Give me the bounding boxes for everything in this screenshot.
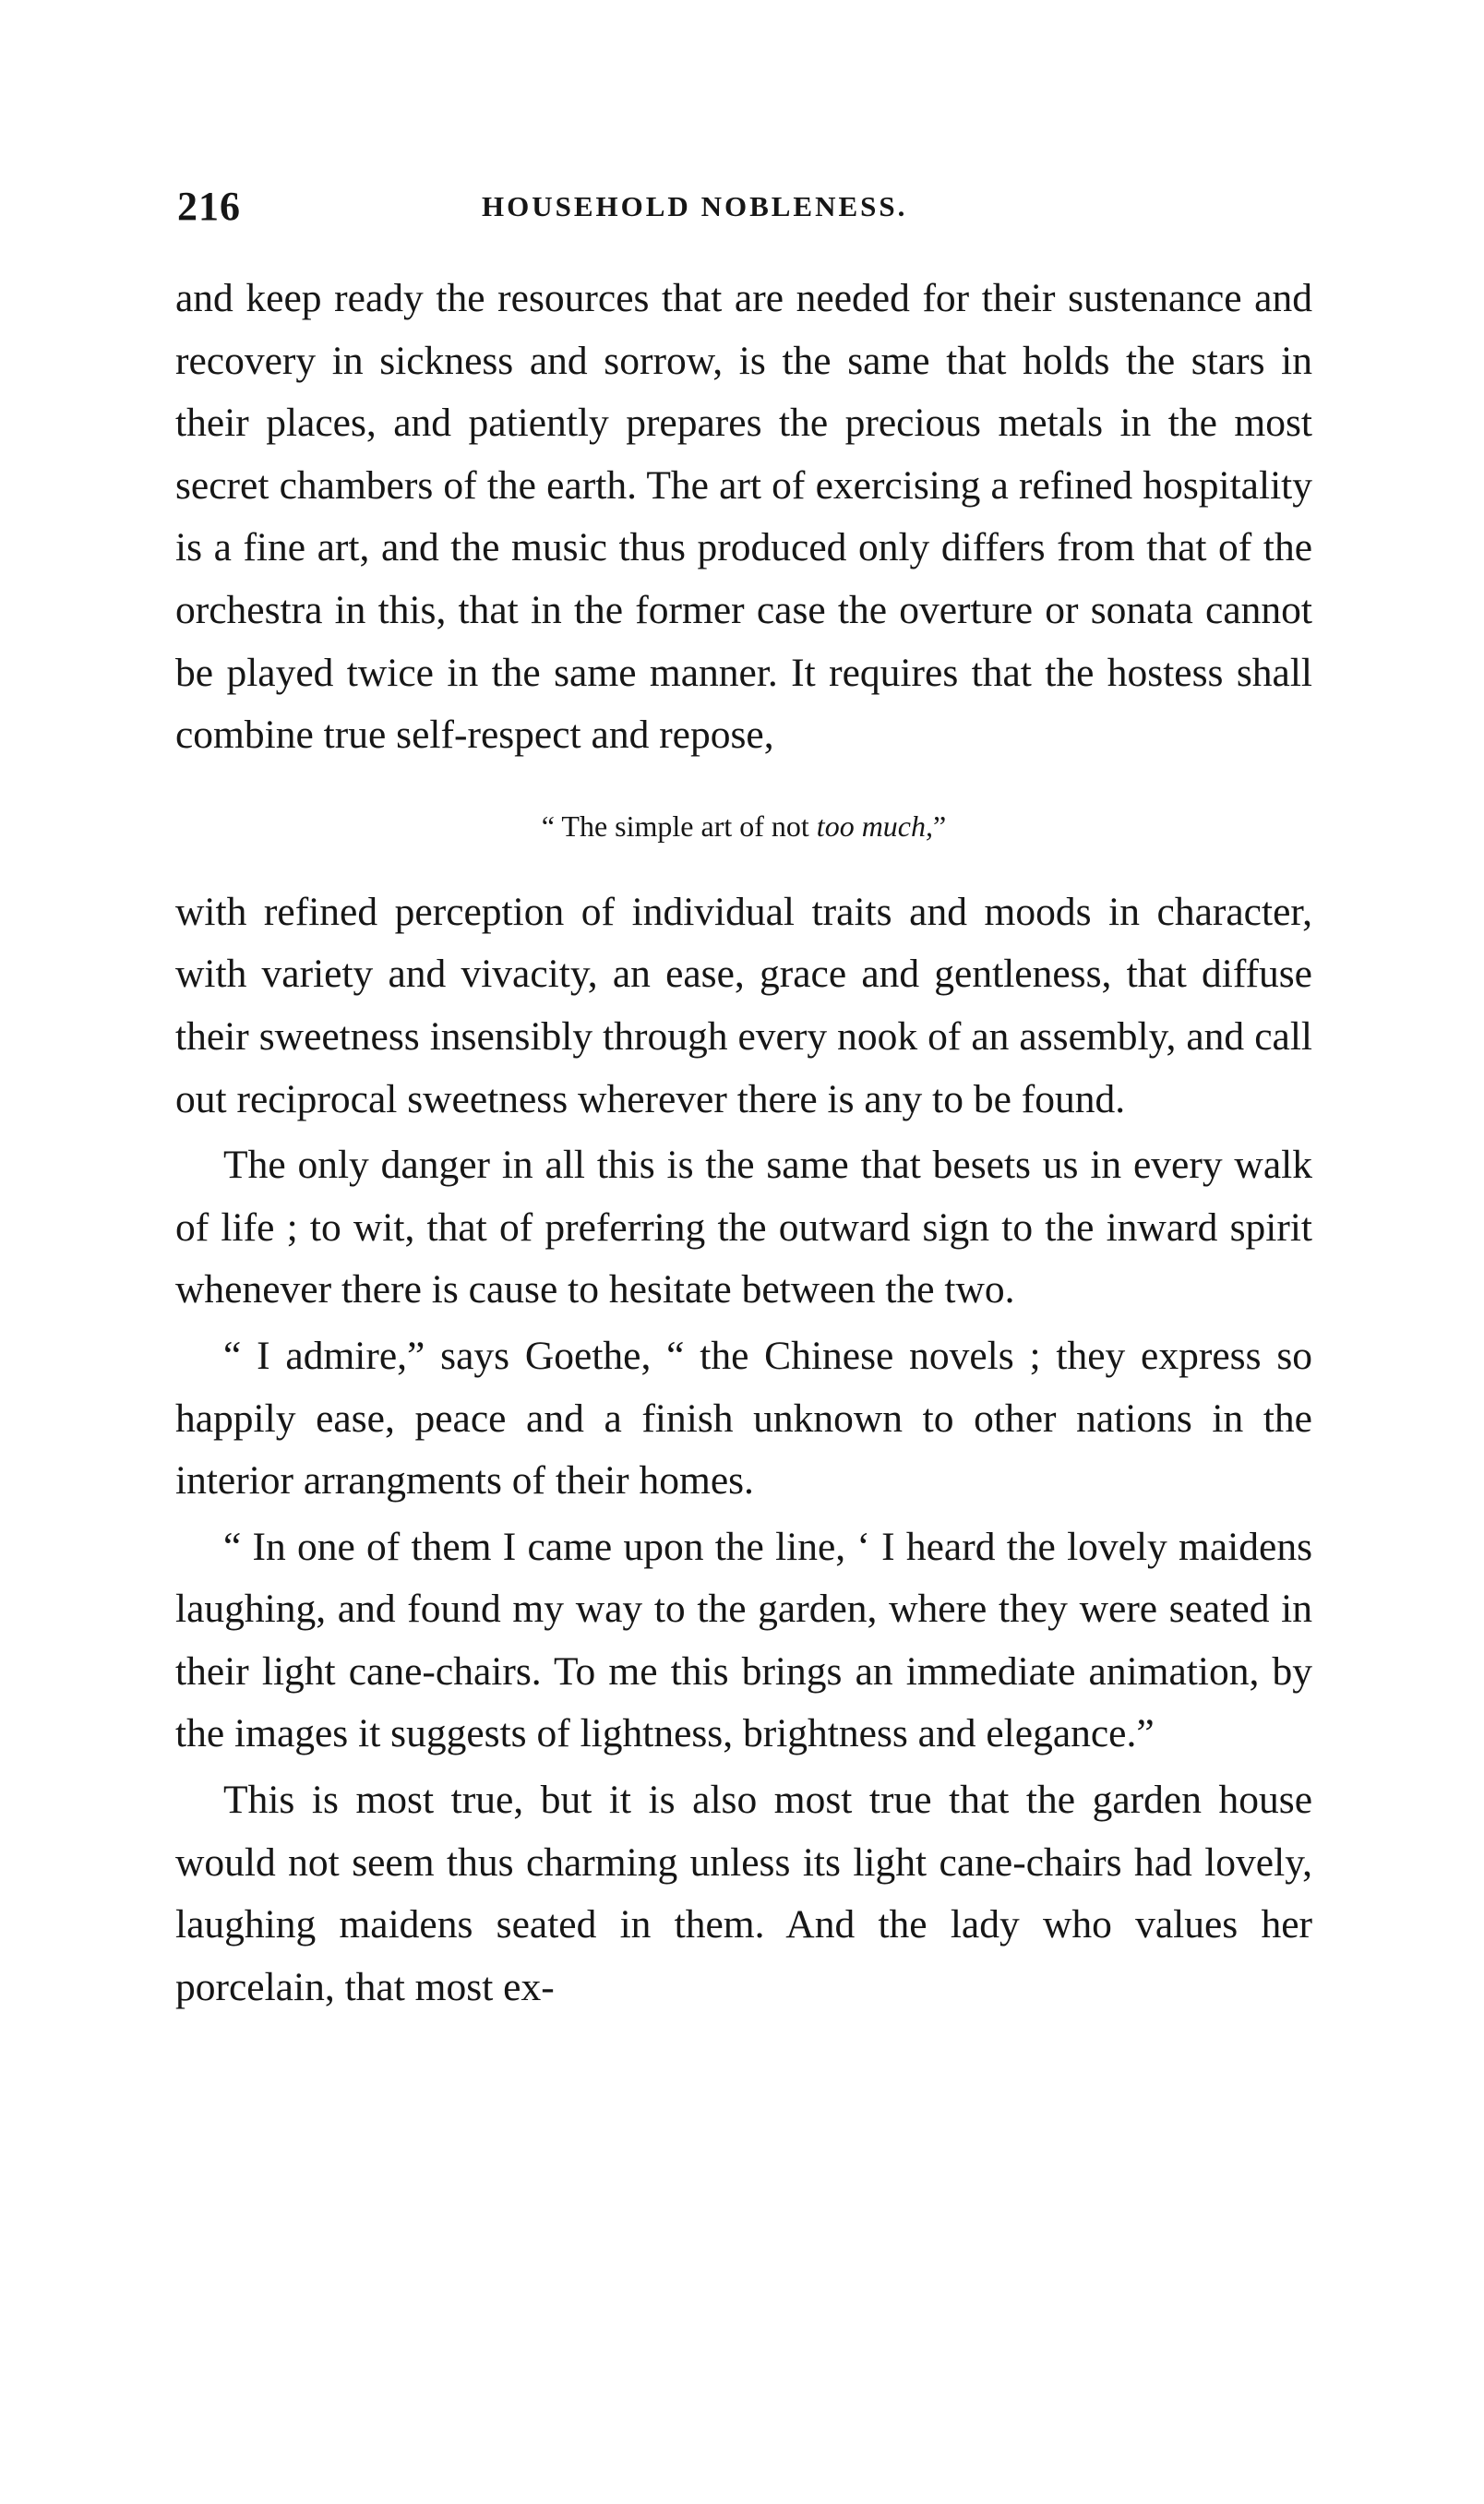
paragraph-chinese-novel: “ In one of them I came upon the line, ‘ I heard the lovely maidens laughing, and found my way to the garden, where they were seated in their light cane-chairs. To me this brings an immediate animation, by the images it suggests of lightness, brightness and elegance.” [175,1524,1312,1756]
epigraph-quote [175,808,1312,845]
after-quote-paragraph: with refined perception of individual traits and moods in character, with variety and vivacity, an ease, grace and gentleness, that diffuse their sweetness insensibly through every nook of an assembly, and call out reciprocal sweetness wherever there is any to be found. [175,889,1312,1121]
body-text [175,268,1312,2019]
paragraph-goethe: “ I admire,” says Goethe, “ the Chinese novels ; they express so happily ease, peace and a finish unknown to other nations in the interior arrangments of their homes. [175,1333,1312,1504]
page-number: 216 [177,184,241,229]
epigraph-close: ” [933,809,947,843]
epigraph-italic: too much, [816,809,933,843]
continuation-paragraph: and keep ready the resources that are needed for their sustenance and recovery in sickness and sorrow, is the same that holds the stars in their places, and patiently prepares the precious metals in the most secret chambers of the earth. The art of exercising a refined hospitality is a fine art, and the music thus produced only differs from that of the orchestra in this, that in the former case the overture or sonata cannot be played twice in the same manner. It requires that the hostess shall combine true self-respect and repose, [175,276,1312,758]
running-title: HOUSEHOLD NOBLENESS. [482,190,908,222]
epigraph-open: “ The simple art of not [541,809,817,843]
running-head [177,183,1312,238]
paragraph-danger: The only danger in all this is the same that besets us in every walk of life ; to wit, that of preferring the outward sign to the inward spirit whenever there is cause to hesitate between the two. [175,1143,1312,1312]
paragraph-garden-house: This is most true, but it is also most true that the garden house would not seem thus charming unless its light cane-chairs had lovely, laughing maidens seated in them. And the lady who values her porcelain, that most ex- [175,1778,1312,2009]
